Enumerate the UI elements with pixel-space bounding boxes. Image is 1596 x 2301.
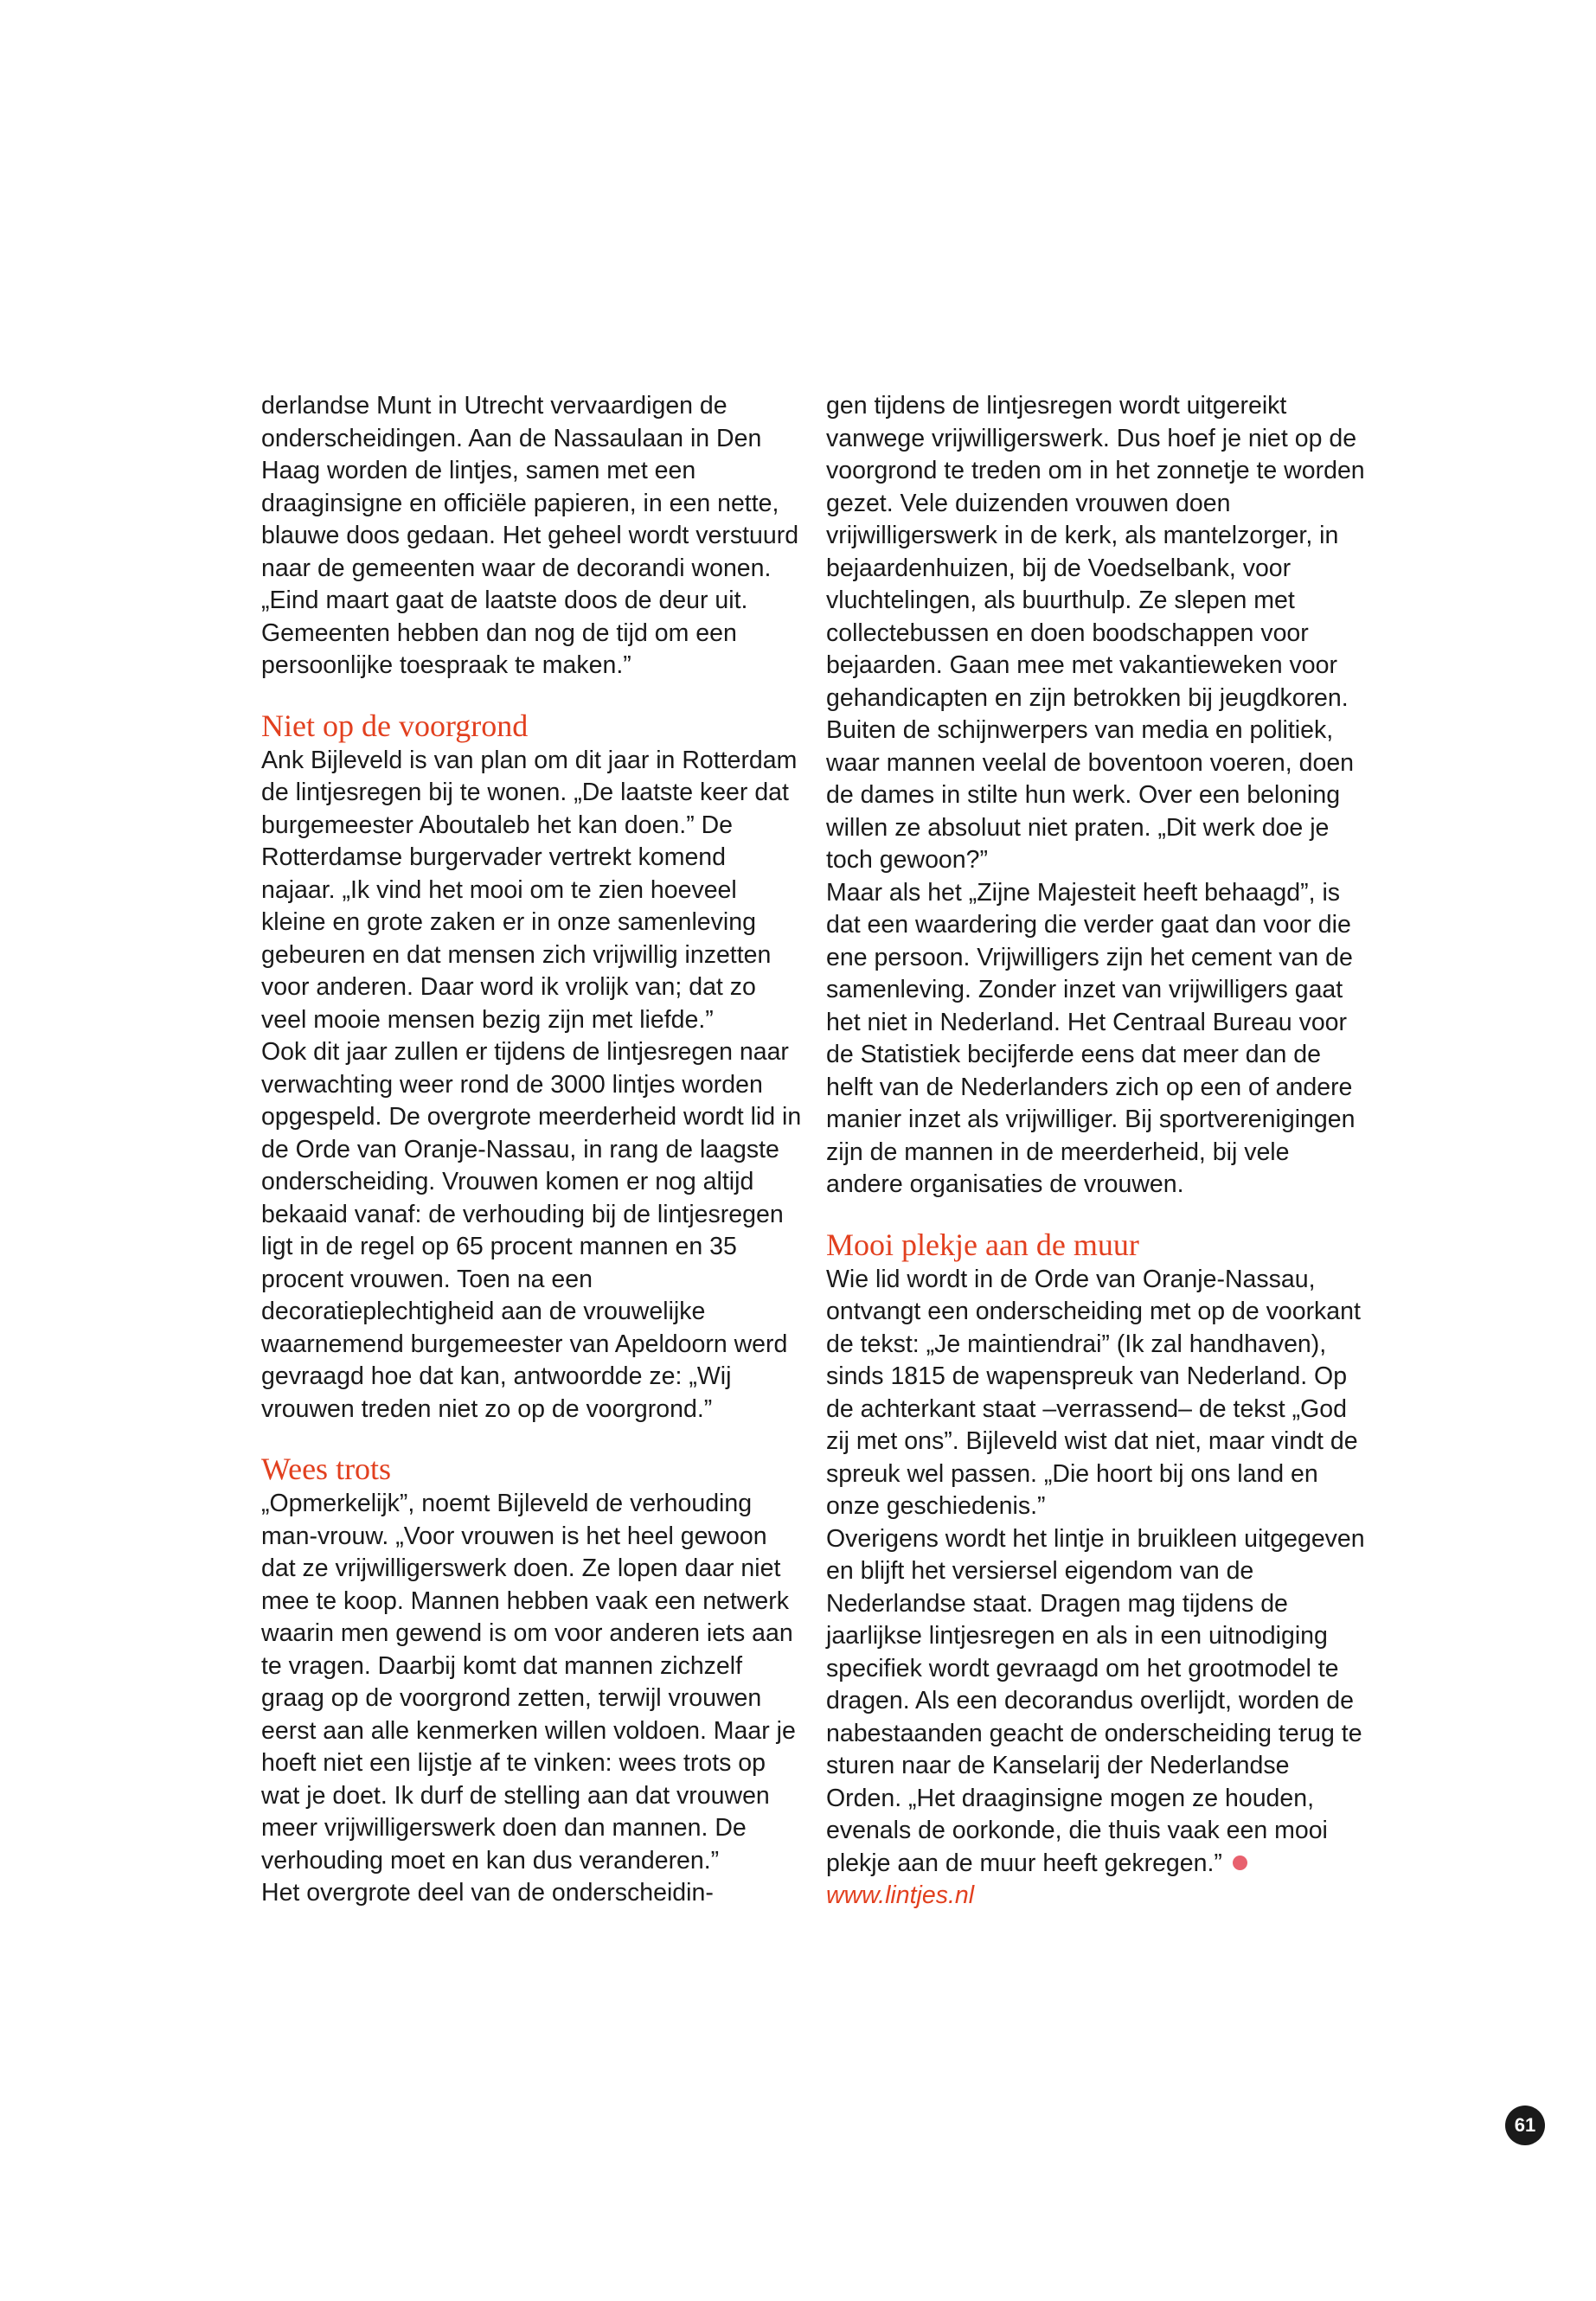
paragraph: Buiten de schijnwerpers van media en politiek, waar mannen veelal de boventoon voeren, doen de dames in stilte hun werk. Over een beloning willen ze absoluut niet praten. „Dit werk doe je toch gewoon?” xyxy=(826,716,1355,874)
paragraph: Wie lid wordt in de Orde van Oranje-Nassau, ontvangt een onderscheiding met op de voorkant de tekst: „Je maintiendrai” (Ik zal handhaven), sinds 1815 de wapenspreuk van Nederland. Op de achterkant staat –verrassend– de tekst „God zij met ons”. Bijleveld wist dat niet, maar vindt de spreuk wel passen. „Die hoort bij ons land en onze geschiedenis.” xyxy=(826,1265,1361,1520)
website-link[interactable]: www.lintjes.nl xyxy=(826,1881,975,1909)
section-heading: Niet op de voorgrond xyxy=(261,708,529,743)
paragraph: Ank Bijleveld is van plan om dit jaar in Rotterdam de lintjesregen bij te wonen. „De laatste keer dat burgemeester Aboutaleb het kan doen.” De Rotterdamse burgervader vertrekt komend najaar. „Ik vind het mooi om te zien hoeveel kleine en grote zaken er in onze samenleving gebeuren en dat mensen zich vrijwillig inzetten voor anderen. Daar word ik vrolijk van; dat zo veel mooie mensen bezig zijn met liefde.” xyxy=(261,746,798,1034)
paragraph: „Opmerkelijk”, noemt Bijleveld de verhouding man-vrouw. „Voor vrouwen is het heel gewoon dat ze vrijwilligerswerk doen. Ze lopen daar niet mee te koop. Mannen hebben vaak een netwerk waarin men gewend is om voor anderen iets aan te vragen. Daarbij komt dat mannen zichzelf graag op de voorgrond zetten, terwijl vrouwen eerst aan alle kenmerken willen voldoen. Maar je hoeft niet een lijstje af te vinken: wees trots op wat je doet. Ik durf de stelling aan dat vrouwen meer vrijwilligerswerk doen dan mannen. De verhouding moet en kan dus veranderen.” xyxy=(261,1490,796,1875)
paragraph: Maar als het „Zijne Majesteit heeft behaagd”, is dat een waardering die verder gaat dan voor die ene persoon. Vrijwilligers zijn het cement van de samenleving. Zonder inzet van vrijwilligers gaat het niet in Nederland. Het Centraal Bureau voor de Statistiek becijferde eens dat meer dan de helft van de Nederlanders zich op een of andere manier inzet als vrijwilliger. Bij sportverenigingen zijn de mannen in de meerderheid, bij vele andere organisaties de vrouwen. xyxy=(826,878,1356,1198)
section-heading: Mooi plekje aan de muur xyxy=(826,1227,1139,1262)
page-number-badge: 61 xyxy=(1505,2106,1545,2145)
left-column xyxy=(261,390,802,1910)
paragraph: gen tijdens de lintjesregen wordt uitgereikt vanwege vrijwilligerswerk. Dus hoef je niet op de voorgrond te treden om in het zonnetje te worden gezet. Vele duizenden vrouwen doen vrijwilligerswerk in de kerk, als mantelzorger, in bejaardenhuizen, bij de Voedselbank, voor vluchtelingen, als buurthulp. Ze slepen met collectebussen en doen boodschappen voor bejaarden. Gaan mee met vakantieweken voor gehandicapten en zijn betrokken bij jeugdkoren. xyxy=(826,392,1365,712)
paragraph xyxy=(826,1523,1371,1881)
paragraph: Het overgrote deel van de onderscheidin- xyxy=(261,1879,714,1907)
section-heading: Wees trots xyxy=(261,1452,392,1486)
right-column xyxy=(826,390,1371,1913)
paragraph: derlandse Munt in Utrecht vervaardigen de onderscheidingen. Aan de Nassaulaan in Den Haag worden de lintjes, samen met een draaginsigne en officiële papieren, in een nette, blauwe doos gedaan. Het geheel wordt verstuurd naar de gemeenten waar de decorandi wonen. „Eind maart gaat de laatste doos de deur uit. Gemeenten hebben dan nog de tijd om een persoonlijke toespraak te maken.” xyxy=(261,392,799,679)
paragraph: Ook dit jaar zullen er tijdens de lintjesregen naar verwachting weer rond de 3000 lintjes worden opgespeld. De overgrote meerderheid wordt lid in de Orde van Oranje-Nassau, in rang de laagste onderscheiding. Vrouwen komen er nog altijd bekaaid vanaf: de verhouding bij de lintjesregen ligt in de regel op 65 procent mannen en 35 procent vrouwen. Toen na een decoratieplechtigheid aan de vrouwelijke waarnemend burgemeester van Apeldoorn werd gevraagd hoe dat kan, antwoordde ze: „Wij vrouwen treden niet zo op de voorgrond.” xyxy=(261,1038,802,1423)
paragraph-text: Overigens wordt het lintje in bruikleen uitgegeven en blijft het versiersel eigendom van de Nederlandse staat. Dragen mag tijdens de jaarlijkse lintjesregen en als in een uitnodiging specifiek wordt gevraagd om het grootmodel te dragen. Als een decorandus overlijdt, worden de nabestaanden geacht de onderscheiding terug te sturen naar de Kanselarij der Nederlandse Orden. „Het draaginsigne mogen ze houden, evenals de oorkonde, die thuis vaak een mooi plekje aan de muur heeft gekregen.” xyxy=(826,1524,1365,1877)
end-mark-icon xyxy=(1233,1856,1247,1870)
